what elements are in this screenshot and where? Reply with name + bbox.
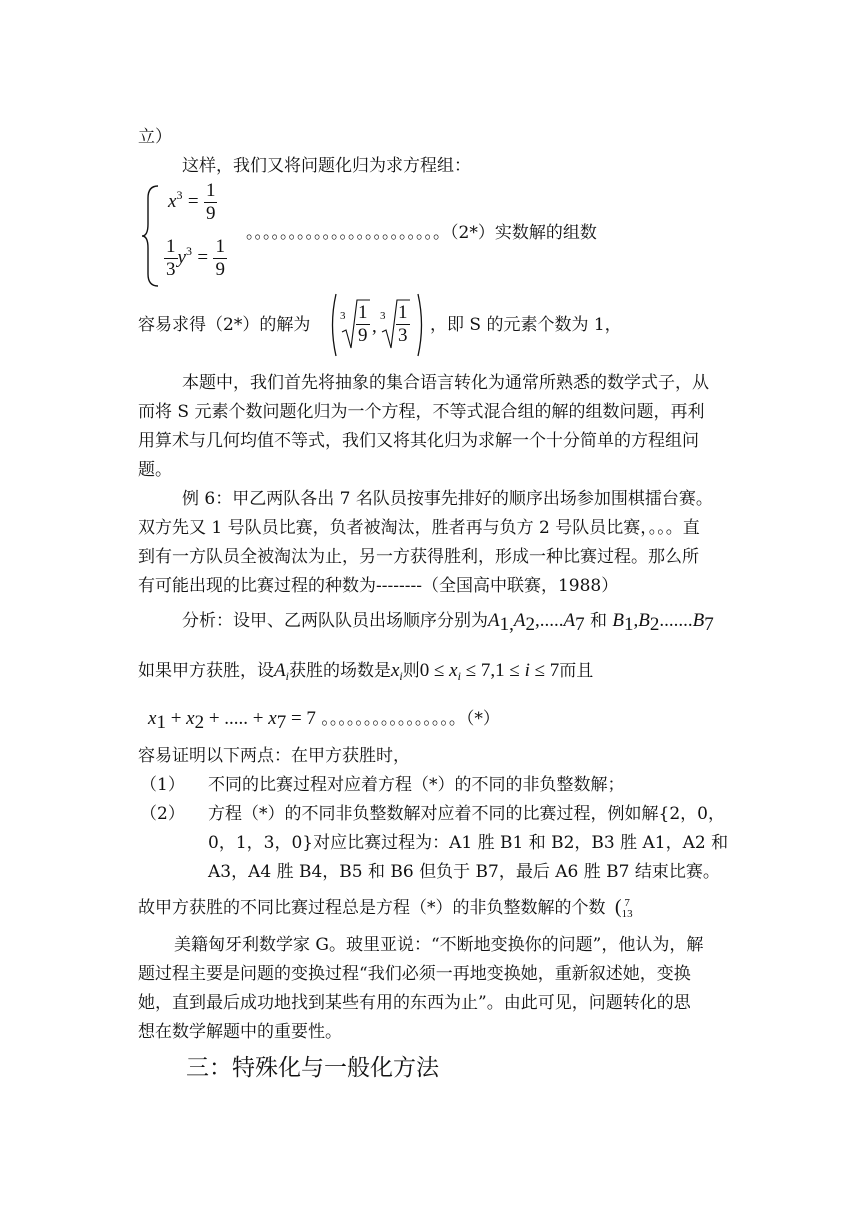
eq2-var: y (177, 247, 186, 268)
eq2-coef-den: 3 (166, 259, 176, 280)
paragraph-line: 题过程主要是问题的变换过程“我们必须一再地变换她，重新叙述她，变换 (138, 964, 691, 984)
sub: 7 (276, 712, 287, 733)
solution-suffix: ，即 S 的元素个数为 1， (430, 315, 622, 335)
op: = 7 (286, 708, 316, 729)
example-line: 有可能出现的比赛过程的种数为--------（全国高中联赛，1988） (138, 576, 619, 596)
sub: i (285, 669, 289, 683)
sub: 1, (499, 614, 514, 635)
eq2-den: 9 (215, 259, 225, 280)
sub: 2 (649, 614, 660, 635)
paragraph-line: 用算术与几何均值不等式，我们又将其化归为求解一个十分简单的方程组问 (138, 431, 699, 451)
op: + (165, 708, 187, 729)
condition-line (138, 660, 593, 682)
equation-line (148, 708, 500, 733)
point-text: A3，A4 胜 B4，B5 和 B6 但负于 B7，最后 A6 胜 B7 结束比赛。 (208, 862, 720, 882)
root-2-den: 3 (398, 325, 408, 346)
eq1-fraction (204, 180, 218, 225)
sub: 1 (624, 614, 634, 635)
sub: 7 (704, 614, 714, 635)
eq2-num: 1 (215, 236, 225, 257)
sub: 2 (194, 712, 205, 733)
var-x: x (186, 708, 195, 729)
dots: ,..... (534, 610, 564, 631)
var-x: x (268, 708, 277, 729)
conclusion-line (138, 896, 633, 920)
paragraph-line: 美籍匈牙利数学家 G。玻里亚说：“不断地变换你的问题”，他认为，解 (174, 935, 704, 955)
paragraph-line: 她，直到最后成功地找到某些有用的东西为止”。由此可见，问题转化的思 (138, 993, 691, 1013)
sub: 7 (575, 614, 585, 635)
condition-then: 则 (402, 661, 420, 681)
solution-tuple (328, 292, 426, 358)
paragraph-line: 本题中，我们首先将抽象的集合语言转化为通常所熟悉的数学式子，从 (182, 373, 709, 393)
eq2-coef-num: 1 (166, 236, 176, 257)
sub: 2 (525, 614, 535, 635)
left-paren-icon (328, 292, 338, 358)
var-b: B (638, 610, 650, 631)
text-line: 立） (138, 127, 172, 147)
equation-system (140, 180, 660, 290)
var-i: i (524, 660, 530, 681)
var-x: x (148, 708, 157, 729)
eq1-exp: 3 (176, 188, 183, 202)
dots: 。。。。。。。。。。。。。。。。 (321, 709, 466, 729)
dots: ....... (659, 610, 693, 631)
var-a: A (274, 660, 286, 681)
solution-prefix: 容易求得（2*）的解为 (138, 315, 311, 335)
point-text: 不同的比赛过程对应着方程（*）的不同的非负整数解； (208, 775, 625, 795)
paragraph-line: 想在数学解题中的重要性。 (138, 1022, 342, 1042)
dots: 。。。。。。。。。。。。。。。。。。。。。。。 (246, 223, 450, 243)
sub: 1 (156, 712, 166, 733)
root-1-den: 9 (358, 325, 368, 346)
var-b: B (612, 610, 624, 631)
eq1-equals: = (187, 191, 199, 212)
tuple-comma: , (372, 316, 377, 337)
ineq: ≤ 7 (529, 660, 560, 681)
section-heading: 三：特殊化与一般化方法 (186, 1055, 439, 1081)
binom-paren: ( (614, 896, 622, 918)
eq1-num: 1 (205, 180, 216, 201)
eq1-var: x (168, 191, 177, 212)
equation-2 (164, 236, 227, 281)
example-line: 例 6：甲乙两队各出 7 名队员按事先排好的顺序出场参加围棋擂台赛。 (182, 489, 713, 509)
example-line: 双方先又 1 号队员比赛，负者被淘汰，胜者再与负方 2 号队员比赛，。。。直 (138, 518, 700, 538)
eq1-den: 9 (205, 203, 216, 224)
sub: i (399, 669, 403, 683)
point-number: （1） (140, 775, 185, 795)
conclusion-text: 故甲方获胜的不同比赛过程总是方程（*）的非负整数解的个数 (138, 898, 606, 918)
var-a: A (513, 610, 526, 631)
ineq: ≤ 7,1 ≤ (460, 660, 525, 681)
root-1-num: 1 (358, 302, 368, 323)
condition-mid: 获胜的场数是 (288, 661, 391, 681)
paragraph-line: 题。 (138, 460, 172, 480)
eq2-fraction (213, 236, 227, 281)
system-dots (246, 222, 597, 244)
condition-suffix: 而且 (559, 661, 594, 681)
and-text: 和 (589, 611, 607, 631)
var-x: x (390, 660, 400, 681)
brace-icon (140, 184, 162, 288)
root-index-2: 3 (380, 310, 386, 322)
system-tail: （2*）实数解的组数 (450, 223, 597, 243)
point-text: 0，1，3，0}对应比赛过程为：A1 胜 B1 和 B2，B3 胜 A1，A2 和 (208, 833, 729, 853)
ineq: 0 ≤ (419, 660, 450, 681)
eq2-equals: = (197, 247, 209, 268)
var-b: B (692, 610, 705, 631)
paragraph-line: 而将 S 元素个数问题化归为一个方程，不等式混合组的解的组数问题，再利 (138, 402, 705, 422)
root-2-fraction (396, 302, 410, 347)
point-text: 方程（*）的不同非负整数解对应着不同的比赛过程，例如解{2，0， (208, 804, 725, 824)
sub: i (457, 669, 461, 683)
right-paren-icon (416, 292, 426, 358)
var-a: A (563, 610, 576, 631)
text-line: 这样，我们又将问题化归为求方程组： (182, 156, 471, 176)
eq2-coef (164, 236, 178, 281)
equation-tag: （*） (465, 709, 500, 729)
var-a: A (488, 610, 500, 631)
example-line: 到有一方队员全被淘汰为止，另一方获得胜利，形成一种比赛过程。那么所 (138, 547, 699, 567)
var-x: x (449, 660, 458, 681)
root-index-1: 3 (340, 310, 346, 322)
condition-prefix: 如果甲方获胜，设 (138, 661, 274, 681)
root-1-fraction (356, 302, 370, 347)
analysis-prefix: 分析：设甲、乙两队队员出场顺序分别为 (182, 611, 488, 631)
binom-bottom: 13 (621, 907, 633, 920)
analysis-line: 分析：设甲、乙两队队员出场顺序分别为$A_{1,}A_2,.....A_7$ 和 $B_1,B_2.......B_7$ (182, 610, 714, 635)
root-2-num: 1 (398, 302, 408, 323)
solution-line (138, 292, 758, 360)
eq2-exp: 3 (185, 244, 192, 258)
op: + ..... + (204, 708, 269, 729)
equation-1 (168, 180, 217, 225)
point-number: （2） (140, 804, 185, 824)
text-line: 容易证明以下两点：在甲方获胜时， (138, 746, 410, 766)
binomial (622, 898, 633, 920)
binom-top: 7 (624, 896, 630, 909)
